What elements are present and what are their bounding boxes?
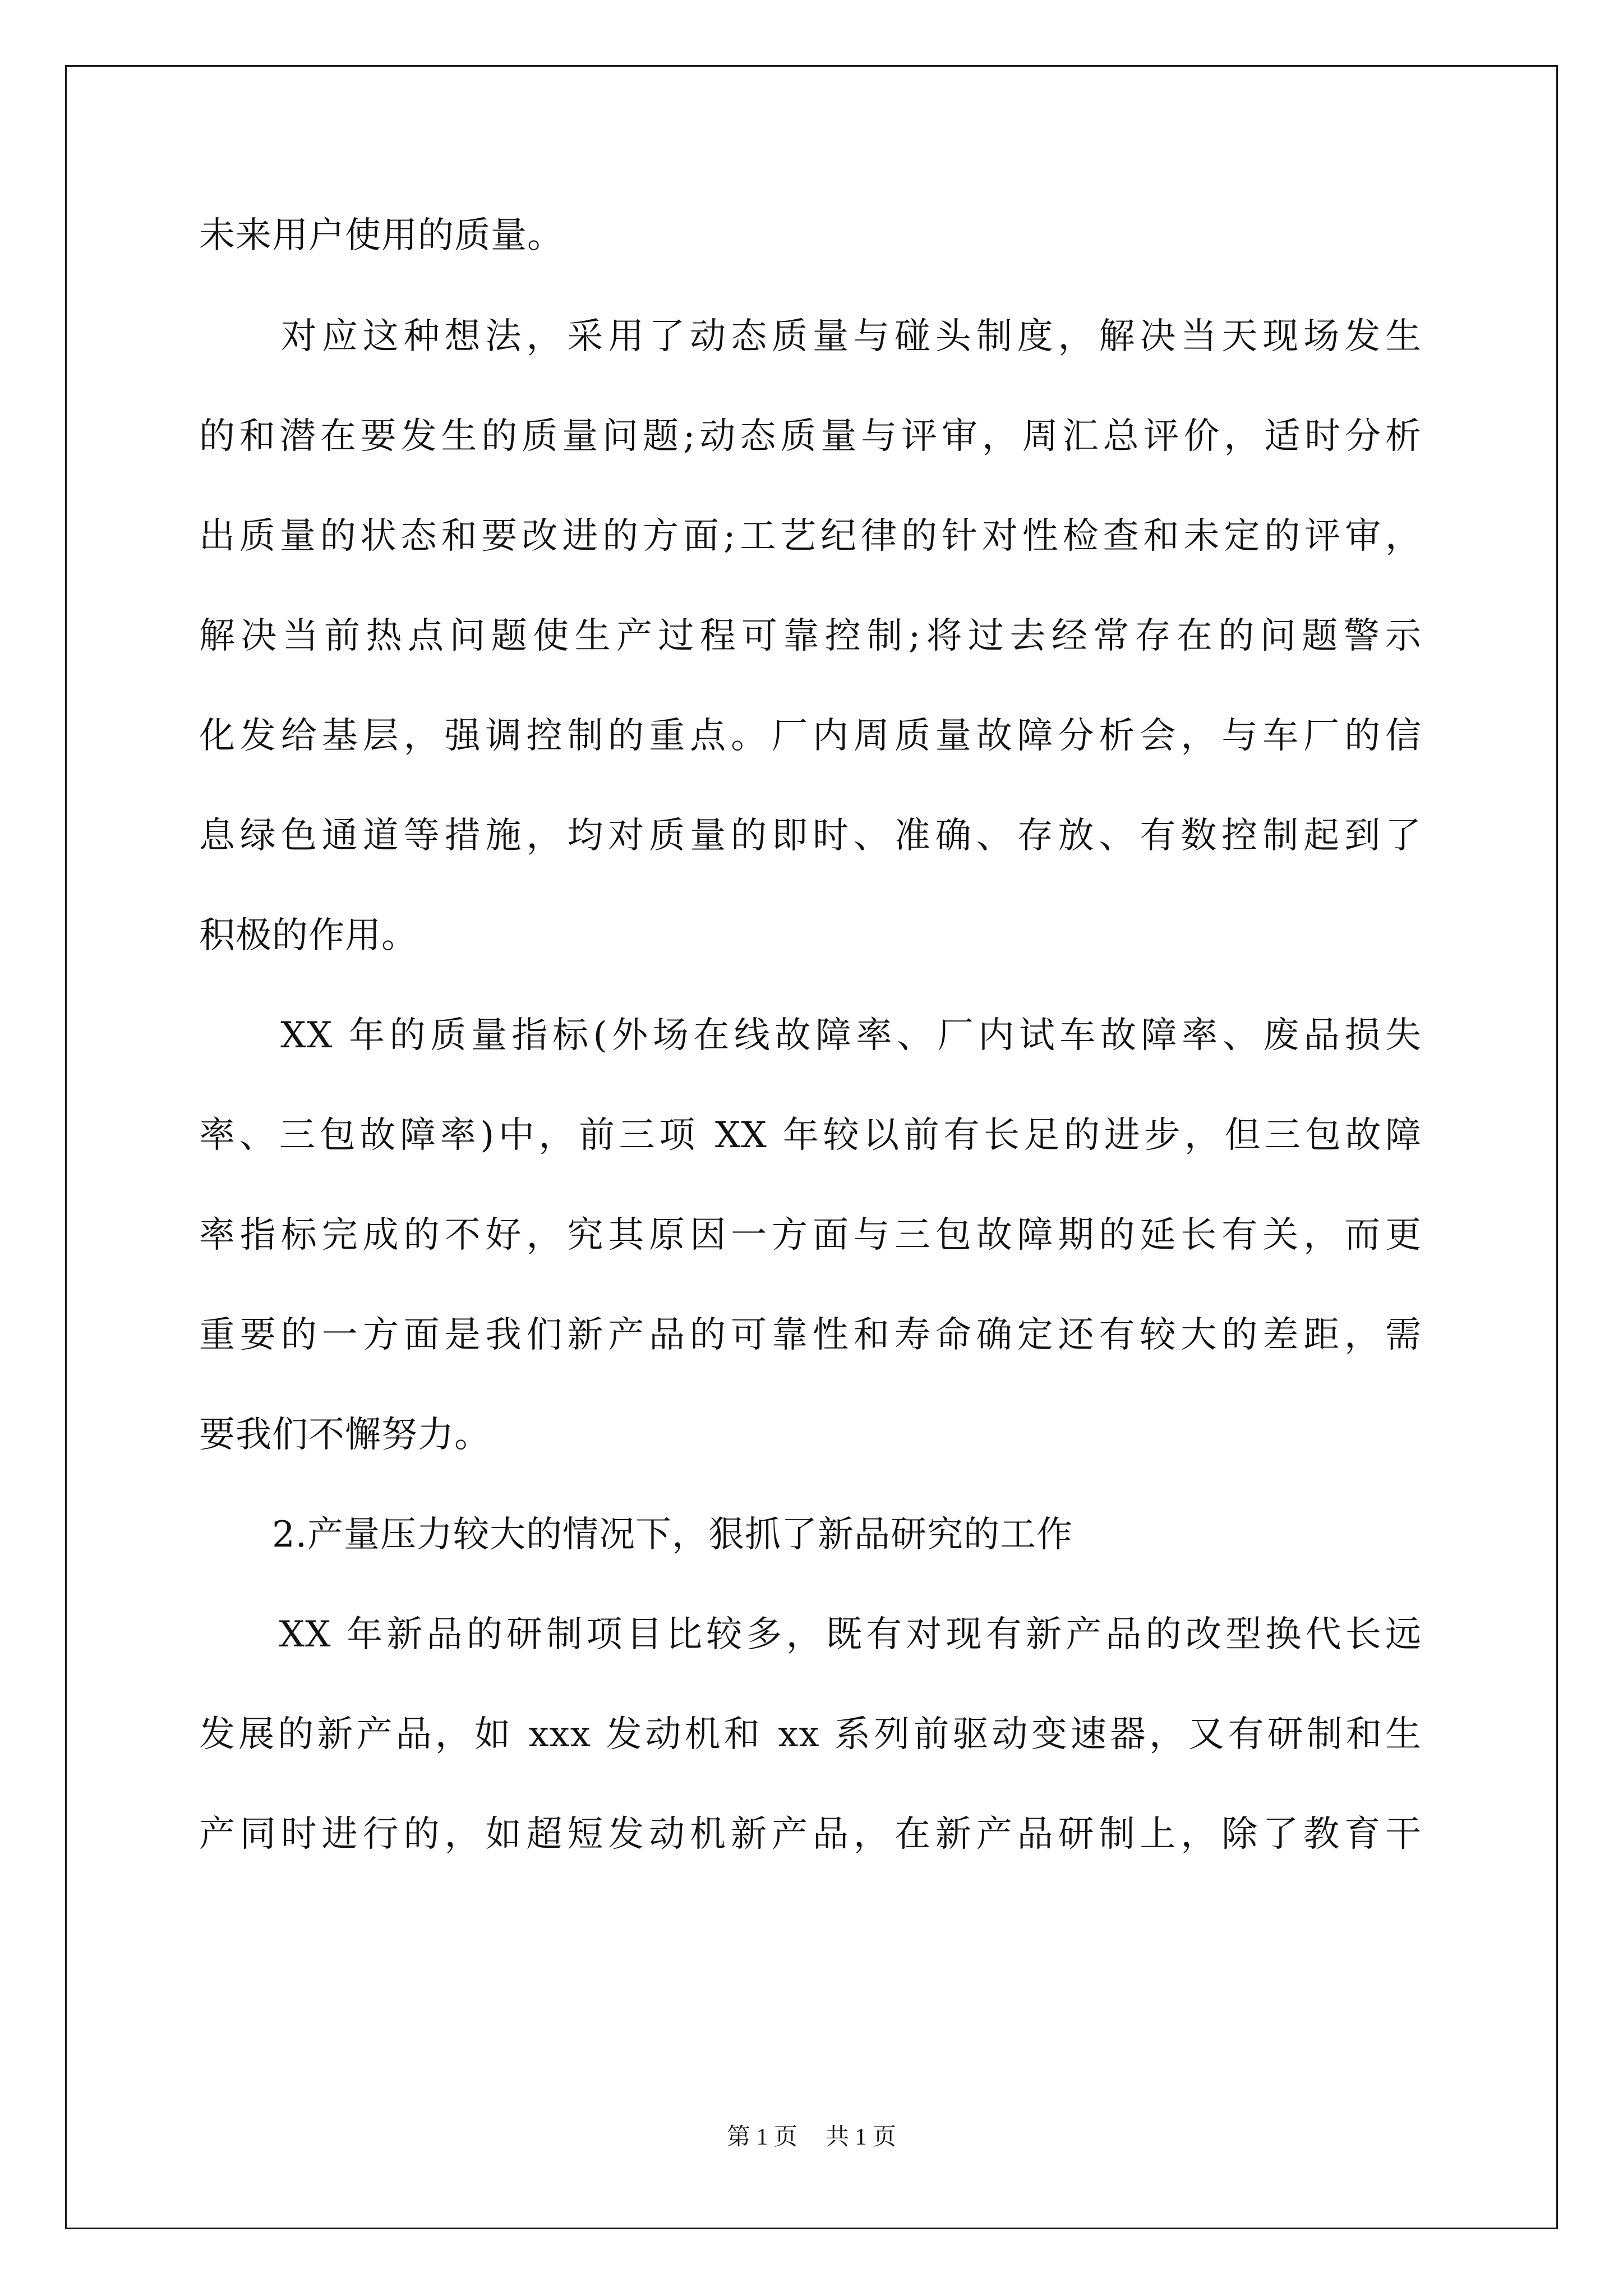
text-line: 的和潜在要发生的质量问题;动态质量与评审，周汇总评价，适时分析 — [199, 416, 1422, 457]
section-heading: 2.产量压力较大的情况下，狠抓了新品研究的工作 — [199, 1514, 1073, 1556]
text-line: 发展的新产品，如 xxx 发动机和 xx 系列前驱动变速器，又有研制和生 — [199, 1714, 1422, 1755]
text-line: 率、三包故障率)中，前三项 XX 年较以前有长足的进步，但三包故障 — [199, 1115, 1422, 1156]
text-line: 积极的作用。 — [199, 915, 418, 956]
page-number: 第 1 页 — [726, 2124, 797, 2150]
text-line: 要我们不懈努力。 — [199, 1414, 491, 1456]
text-line: XX 年的质量指标(外场在线故障率、厂内试车故障率、废品损失 — [199, 1015, 1422, 1056]
text-line: 出质量的状态和要改进的方面;工艺纪律的针对性检查和未定的评审， — [199, 516, 1422, 557]
page-total: 共 1 页 — [826, 2124, 897, 2150]
text-line: 产同时进行的，如超短发动机新产品，在新产品研制上，除了教育干 — [199, 1814, 1422, 1855]
text-line: 对应这种想法，采用了动态质量与碰头制度，解决当天现场发生 — [199, 316, 1422, 357]
text-line: 息绿色通道等措施，均对质量的即时、准确、存放、有数控制起到了 — [199, 815, 1422, 857]
text-line: 解决当前热点问题使生产过程可靠控制;将过去经常存在的问题警示 — [199, 615, 1422, 657]
text-line: 率指标完成的不好，究其原因一方面与三包故障期的延长有关，而更 — [199, 1214, 1422, 1256]
text-line: 化发给基层，强调控制的重点。厂内周质量故障分析会，与车厂的信 — [199, 715, 1422, 757]
text-line: 未来用户使用的质量。 — [199, 215, 564, 256]
text-line: 重要的一方面是我们新产品的可靠性和寿命确定还有较大的差距，需 — [199, 1314, 1422, 1356]
page-footer — [0, 2120, 1623, 2154]
text-line: XX 年新品的研制项目比较多，既有对现有新产品的改型换代长远 — [199, 1614, 1422, 1655]
